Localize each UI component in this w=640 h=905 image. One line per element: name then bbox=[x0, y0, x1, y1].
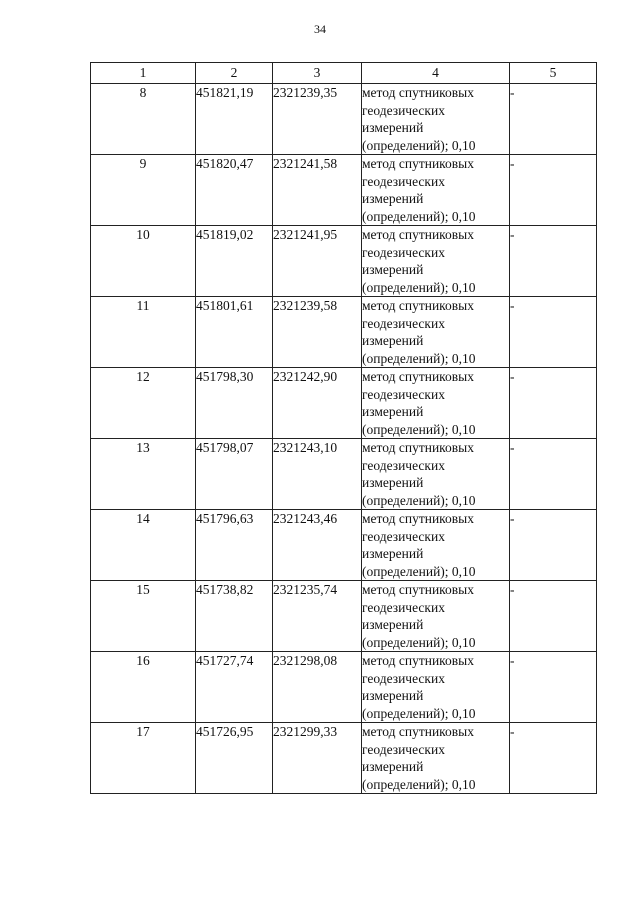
note-cell: - bbox=[510, 297, 597, 368]
y-coordinate-cell: 2321241,95 bbox=[273, 226, 362, 297]
y-coordinate-cell: 2321235,74 bbox=[273, 581, 362, 652]
y-coordinate-cell: 2321242,90 bbox=[273, 368, 362, 439]
y-coordinate-cell: 2321241,58 bbox=[273, 155, 362, 226]
table-row bbox=[91, 723, 597, 794]
x-coordinate-cell: 451798,07 bbox=[196, 439, 273, 510]
note-cell: - bbox=[510, 84, 597, 155]
point-number-cell: 10 bbox=[91, 226, 196, 297]
point-number-cell: 13 bbox=[91, 439, 196, 510]
y-coordinate-cell: 2321299,33 bbox=[273, 723, 362, 794]
header-cell-1: 1 bbox=[91, 63, 196, 84]
x-coordinate-cell: 451796,63 bbox=[196, 510, 273, 581]
method-cell: метод спутниковых геодезических измерений (определений); 0,10 bbox=[362, 581, 510, 652]
point-number-cell: 16 bbox=[91, 652, 196, 723]
note-cell: - bbox=[510, 439, 597, 510]
x-coordinate-cell: 451821,19 bbox=[196, 84, 273, 155]
note-cell: - bbox=[510, 226, 597, 297]
point-number-cell: 9 bbox=[91, 155, 196, 226]
table-row bbox=[91, 297, 597, 368]
table-row bbox=[91, 226, 597, 297]
method-cell: метод спутниковых геодезических измерений (определений); 0,10 bbox=[362, 297, 510, 368]
header-cell-4: 4 bbox=[362, 63, 510, 84]
note-cell: - bbox=[510, 510, 597, 581]
y-coordinate-cell: 2321298,08 bbox=[273, 652, 362, 723]
note-cell: - bbox=[510, 581, 597, 652]
x-coordinate-cell: 451819,02 bbox=[196, 226, 273, 297]
x-coordinate-cell: 451798,30 bbox=[196, 368, 273, 439]
coordinates-table bbox=[90, 62, 597, 794]
y-coordinate-cell: 2321243,46 bbox=[273, 510, 362, 581]
y-coordinate-cell: 2321239,35 bbox=[273, 84, 362, 155]
point-number-cell: 11 bbox=[91, 297, 196, 368]
point-number-cell: 17 bbox=[91, 723, 196, 794]
table-row bbox=[91, 581, 597, 652]
method-cell: метод спутниковых геодезических измерений (определений); 0,10 bbox=[362, 723, 510, 794]
x-coordinate-cell: 451801,61 bbox=[196, 297, 273, 368]
header-cell-3: 3 bbox=[273, 63, 362, 84]
table-header-row bbox=[91, 63, 597, 84]
method-cell: метод спутниковых геодезических измерений (определений); 0,10 bbox=[362, 226, 510, 297]
method-cell: метод спутниковых геодезических измерений (определений); 0,10 bbox=[362, 510, 510, 581]
table-row bbox=[91, 84, 597, 155]
page-number: 34 bbox=[314, 22, 326, 36]
y-coordinate-cell: 2321239,58 bbox=[273, 297, 362, 368]
method-cell: метод спутниковых геодезических измерений (определений); 0,10 bbox=[362, 155, 510, 226]
method-cell: метод спутниковых геодезических измерений (определений); 0,10 bbox=[362, 368, 510, 439]
x-coordinate-cell: 451727,74 bbox=[196, 652, 273, 723]
point-number-cell: 12 bbox=[91, 368, 196, 439]
note-cell: - bbox=[510, 652, 597, 723]
table-row bbox=[91, 439, 597, 510]
table-row bbox=[91, 510, 597, 581]
table-row bbox=[91, 155, 597, 226]
point-number-cell: 8 bbox=[91, 84, 196, 155]
method-cell: метод спутниковых геодезических измерений (определений); 0,10 bbox=[362, 439, 510, 510]
method-cell: метод спутниковых геодезических измерений (определений); 0,10 bbox=[362, 84, 510, 155]
x-coordinate-cell: 451726,95 bbox=[196, 723, 273, 794]
x-coordinate-cell: 451738,82 bbox=[196, 581, 273, 652]
point-number-cell: 15 bbox=[91, 581, 196, 652]
header-cell-2: 2 bbox=[196, 63, 273, 84]
y-coordinate-cell: 2321243,10 bbox=[273, 439, 362, 510]
method-cell: метод спутниковых геодезических измерений (определений); 0,10 bbox=[362, 652, 510, 723]
note-cell: - bbox=[510, 155, 597, 226]
note-cell: - bbox=[510, 723, 597, 794]
note-cell: - bbox=[510, 368, 597, 439]
point-number-cell: 14 bbox=[91, 510, 196, 581]
table-row bbox=[91, 652, 597, 723]
table-row bbox=[91, 368, 597, 439]
header-cell-5: 5 bbox=[510, 63, 597, 84]
x-coordinate-cell: 451820,47 bbox=[196, 155, 273, 226]
